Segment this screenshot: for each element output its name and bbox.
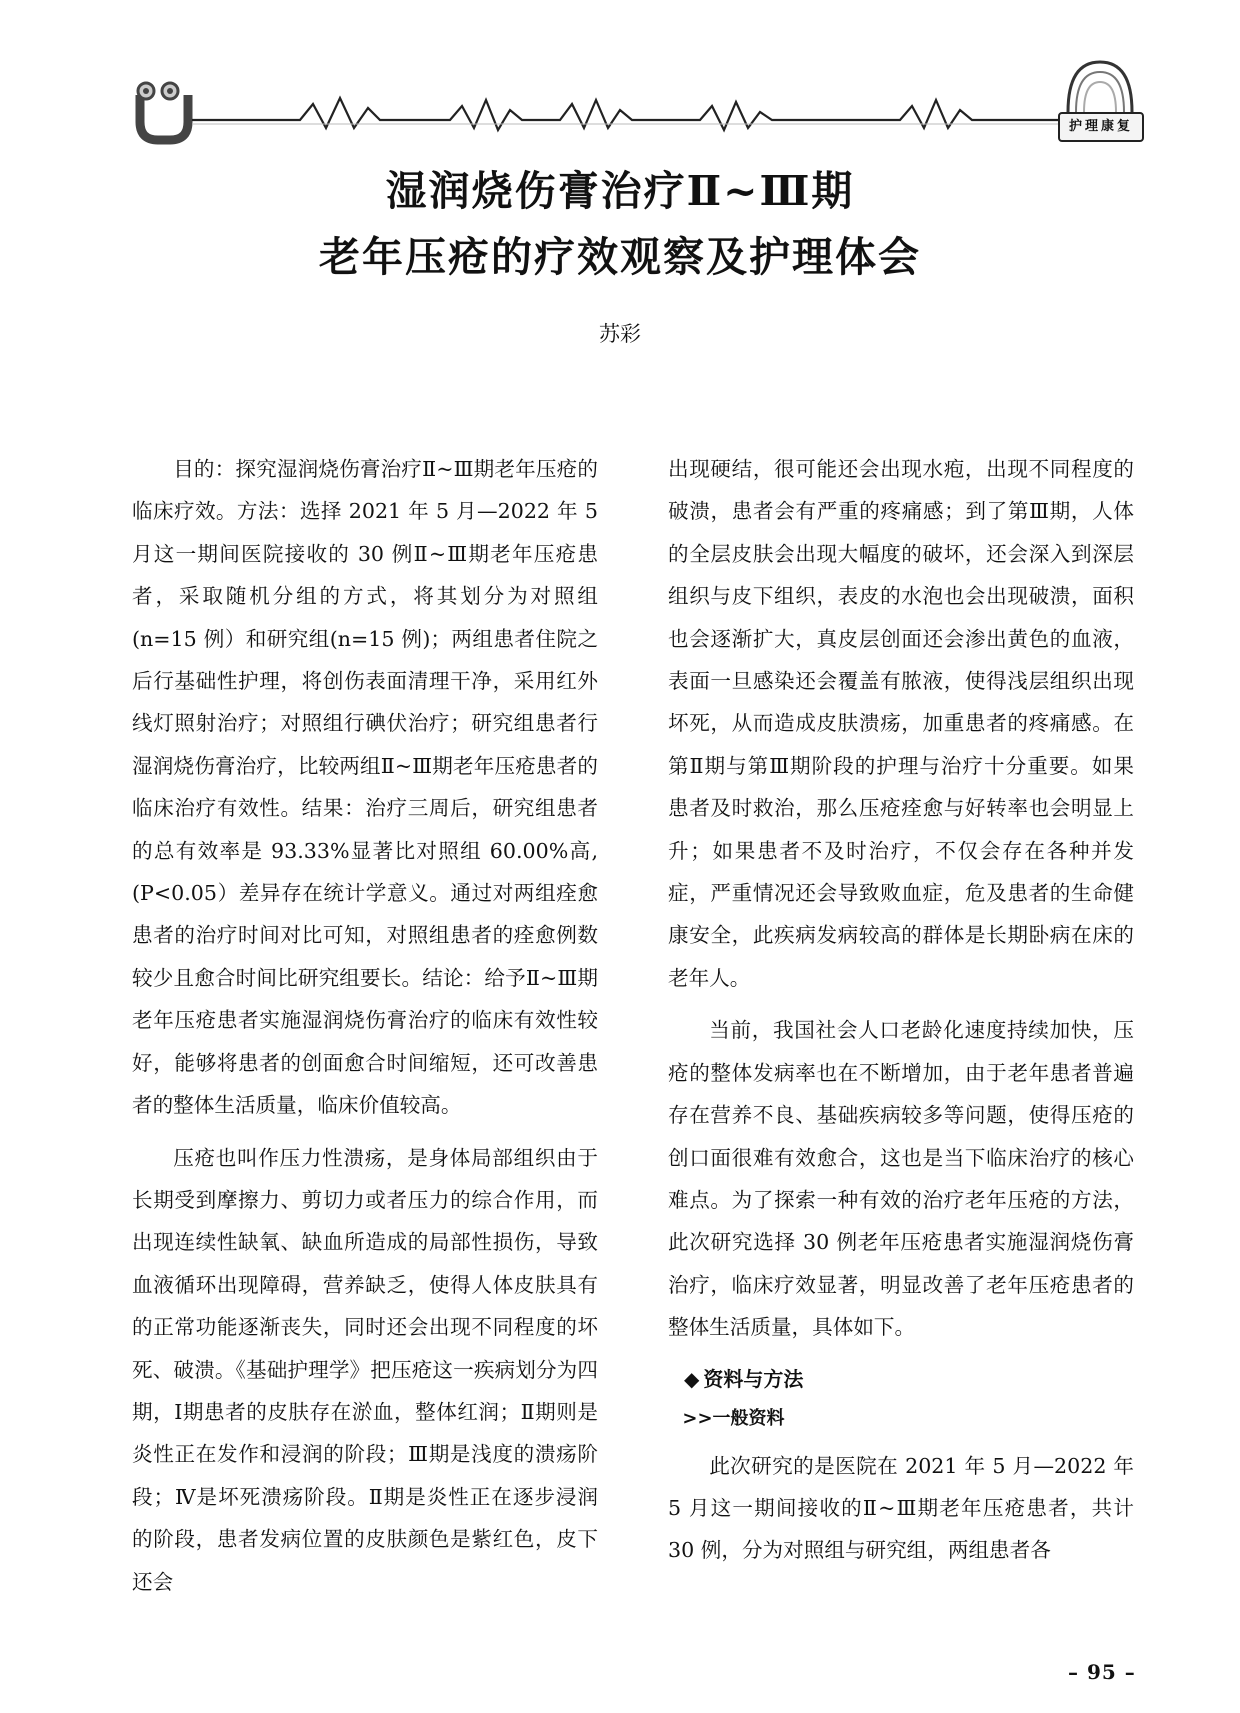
intro-paragraph: 压疮也叫作压力性溃疡，是身体局部组织由于长期受到摩擦力、剪切力或者压力的综合作用，而出现连续性缺氧、缺血所造成的局部性损伤，导致血液循环出现障碍，营养缺乏，使得人体皮肤具有的正常功能逐渐丧失，同时还会出现不同程度的坏死、破溃。《基础护理学》把压疮这一疾病划分为四期，Ⅰ期患者的皮肤存在淤血，整体红润；Ⅱ期则是炎性正在发作和浸润的阶段；Ⅲ期是浅度的溃疡阶段；Ⅳ是坏死溃疡阶段。Ⅱ期是炎性正在逐步浸润的阶段，患者发病位置的皮肤颜色是紫红色，皮下还会 xyxy=(132,1145,598,1594)
diamond-bullet-icon: ◆ xyxy=(684,1366,700,1391)
left-column xyxy=(132,448,598,1613)
background-paragraph: 当前，我国社会人口老龄化速度持续加快，压疮的整体发病率也在不断增加，由于老年患者普遍存在营养不良、基础疾病较多等问题，使得压疮的创口面很难有效愈合，这也是当下临床治疗的核心难点。为了探索一种有效的治疗老年压疮的方法，此次研究选择 30 例老年压疮患者实施湿润烧伤膏治疗，临床疗效显著，明显改善了老年压疮患者的整体生活质量，具体如下。 xyxy=(668,1018,1134,1340)
page-header xyxy=(0,0,1240,160)
section-heading-text: 资料与方法 xyxy=(703,1366,804,1391)
section-heading xyxy=(668,1359,1134,1399)
subsection-heading: >>一般资料 xyxy=(682,1407,785,1429)
header-graphics xyxy=(0,0,1240,160)
page-number: – 95 – xyxy=(1068,1660,1136,1684)
section-tag: 护理康复 xyxy=(1058,112,1144,142)
methods-paragraph: 此次研究的是医院在 2021 年 5 月—2022 年 5 月这一期间接收的Ⅱ~Ⅲ期老年压疮患者，共计 30 例，分为对照组与研究组，两组患者各 xyxy=(668,1453,1134,1563)
article-title-line2: 老年压疮的疗效观察及护理体会 xyxy=(319,233,921,281)
abstract-paragraph: 目的：探究湿润烧伤膏治疗Ⅱ~Ⅲ期老年压疮的临床疗效。方法：选择 2021 年 5 月—2022 年 5 月这一期间医院接收的 30 例Ⅱ~Ⅲ期老年压疮患者，采取随机分组的方式，将其划分为对照组(n=15 例）和研究组(n=15 例)；两组患者住院之后行基础性护理，将创伤表面清理干净，采用红外线灯照射治疗；对照组行碘伏治疗；研究组患者行湿润烧伤膏治疗，比较两组Ⅱ~Ⅲ期老年压疮患者的临床治疗有效性。结果：治疗三周后，研究组患者的总有效率是 93.33%显著比对照组 60.00%高,(P<0.05）差异存在统计学意义。通过对两组痊愈患者的治疗时间对比可知，对照组患者的痊愈例数较少且愈合时间比研究组要长。结论：给予Ⅱ~Ⅲ期老年压疮患者实施湿润烧伤膏治疗的临床有效性较好，能够将患者的创面愈合时间缩短，还可改善患者的整体生活质量，临床价值较高。 xyxy=(132,457,598,1118)
article-title-line1: 湿润烧伤膏治疗Ⅱ~Ⅲ期 xyxy=(385,167,855,215)
wave-ribbon-icon xyxy=(192,98,1058,130)
journal-logo-icon xyxy=(138,83,188,140)
arch-icon xyxy=(1068,62,1132,112)
right-column xyxy=(668,448,1134,1582)
article-author: 苏彩 xyxy=(599,322,641,346)
continued-paragraph: 出现硬结，很可能还会出现水疱，出现不同程度的破溃，患者会有严重的疼痛感；到了第Ⅲ期，人体的全层皮肤会出现大幅度的破坏，还会深入到深层组织与皮下组织，表皮的水泡也会出现破溃，面积也会逐渐扩大，真皮层创面还会渗出黄色的血液，表面一旦感染还会覆盖有脓液，使得浅层组织出现坏死，从而造成皮肤溃疡，加重患者的疼痛感。在第Ⅱ期与第Ⅲ期阶段的护理与治疗十分重要。如果患者及时救治，那么压疮痊愈与好转率也会明显上升；如果患者不及时治疗，不仅会存在各种并发症，严重情况还会导致败血症，危及患者的生命健康安全，此疾病发病较高的群体是长期卧病在床的老年人。 xyxy=(668,457,1134,990)
